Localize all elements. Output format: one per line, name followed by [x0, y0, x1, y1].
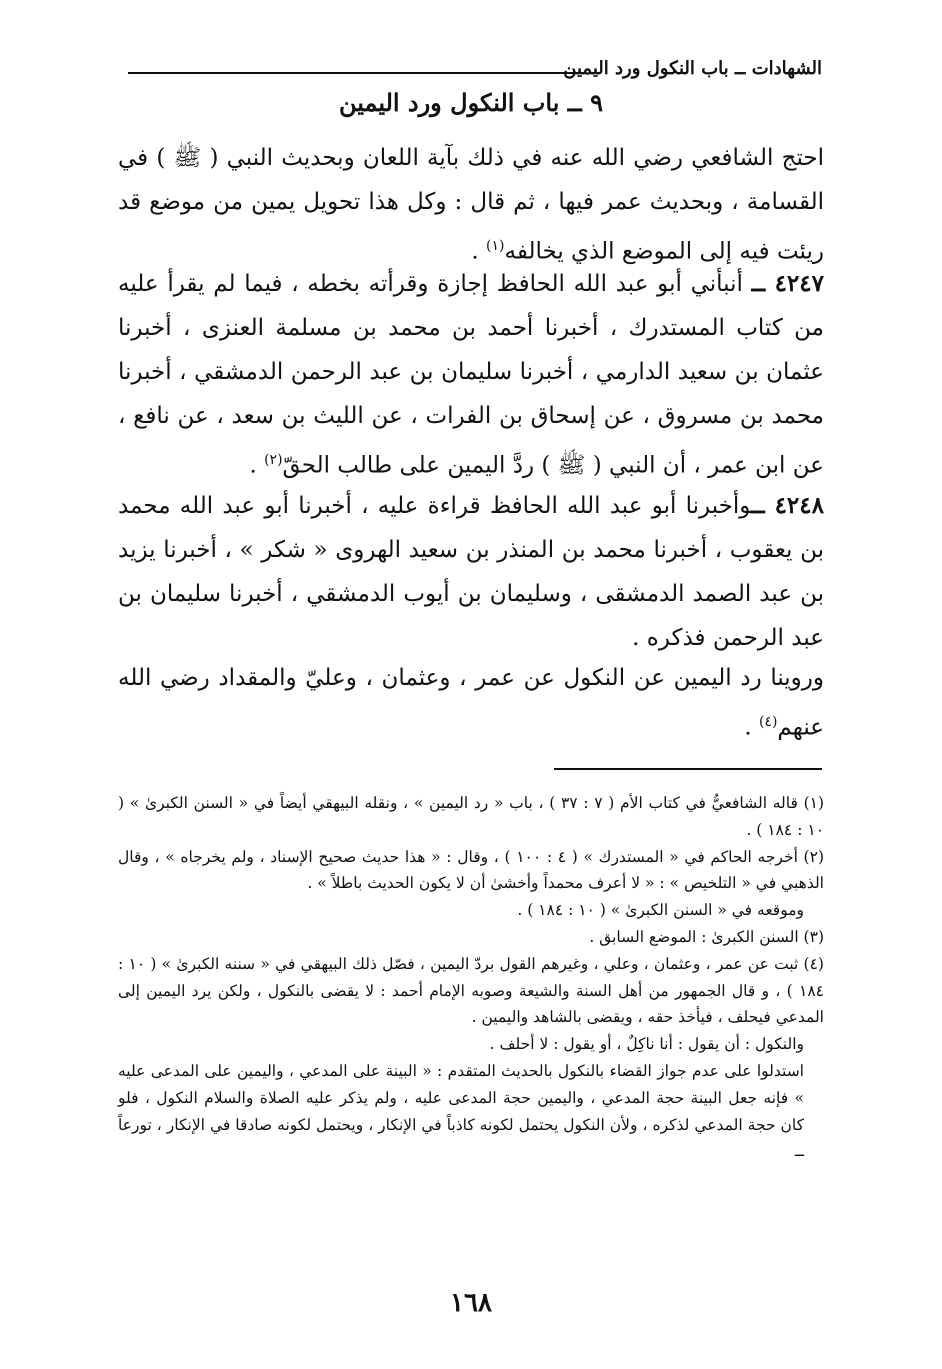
footnote-4-argument: استدلوا على عدم جواز القضاء بالنكول بالحديث المتقدم : « البينة على المدعي ، واليمين على المدعى عليه » فإنه جعل البينة حجة المدعي ، واليمين حجة المدعى عليه ، ولم يذكر عليه الصلاة والسلام النكول ، فلو كان حجة المدعي لذكره ، ولأن النكول يحتمل لكونه كاذباً في الإنكار ، ويحتمل لكونه صادقا في الإنكار ، تورعاً ــ [118, 1061, 804, 1161]
footnote-3: (٣) السنن الكبرىٰ : الموضع السابق . [589, 927, 824, 946]
footnote-4-definition: والنكول : أن يقول : أنا ناكِلٌ ، أو يقول : لا أحلف . [489, 1035, 804, 1054]
chapter-title: ٩ ــ باب النكول ورد اليمين [338, 88, 604, 117]
hadith-text: وأخبرنا أبو عبد الله الحافظ قراءة عليه ، أخبرنا أبو عبد الله محمد بن يعقوب ، أخبرنا محمد بن المنذر بن سعيد الهروى « شكر » ، أخبرنا يزيد بن عبد الصمد الدمشقى ، وسليمان بن أيوب الدمشقي ، أخبرنا سليمان بن عبد الرحمن فذكره . [118, 493, 824, 651]
hadith-text: أنبأني أبو عبد الله الحافظ إجازة وقرأته بخطه ، فيما لم يقرأ عليه من كتاب المستدرك ، أخبرنا أحمد بن محمد بن مسلمة العنزى ، أخبرنا عثمان بن سعيد الدارمي ، أخبرنا سليمان بن عبد الرحمن الدمشقي ، أخبرنا محمد بن مسروق ، عن إسحاق بن الفرات ، عن الليث بن سعد ، عن نافع ، عن ابن عمر ، أن النبي ( ﷺ ) ردَّ اليمين على طالب الحقّ [118, 271, 824, 479]
paragraph-closing [118, 656, 824, 750]
footnote-2-continued: وموقعه في « السنن الكبرىٰ » ( ١٠ : ١٨٤ ) . [517, 901, 804, 920]
hadith-number: ٤٢٤٨ ــ [751, 492, 824, 519]
paragraph-text: وروينا رد اليمين عن النكول عن عمر ، وعثمان ، وعليّ والمقداد رضي الله عنهم [118, 665, 824, 741]
paragraph-intro [118, 136, 824, 274]
hadith-4248 [118, 484, 824, 660]
footnote-1: (١) قاله الشافعيُّ في كتاب الأم ( ٧ : ٣٧ ) ، باب « رد اليمين » ، ونقله البيهقي أيضاً في « السنن الكبرىٰ » ( ١٠ : ١٨٤ ) . [118, 794, 825, 839]
hadith-4247 [118, 262, 824, 488]
footnote-ref: (٤) [758, 714, 778, 730]
page-number: ١٦٨ [450, 1288, 492, 1318]
running-header-title: الشهادات ــ باب النكول ورد اليمين [563, 58, 822, 79]
running-header [120, 58, 822, 84]
paragraph-text: احتج الشافعي رضي الله عنه في ذلك بآية اللعان وبحديث النبي ( ﷺ ) في القسامة ، وبحديث عمر فيها ، ثم قال : وكل هذا تحويل يمين من موضع قد ريئت فيه إلى الموضع الذي يخالفه [118, 145, 824, 265]
hadith-number: ٤٢٤٧ ــ [751, 270, 824, 297]
footnote-4: (٤) ثبت عن عمر ، وعثمان ، وعلي ، وغيرهم القول بردّ اليمين ، فصّل ذلك البيهقي في « سننه الكبرىٰ » ( ١٠ : ١٨٤ ) ، و قال الجمهور من أهل السنة والشيعة وصوبه الإمام أحمد : لا يقضى بالنكول ، ولكن يرد اليمين إلى المدعي فيحلف ، فيأخذ حقه ، ويقضى بالشاهد واليمين . [118, 954, 824, 1027]
paragraph-end: . [744, 714, 759, 741]
footnote-separator [554, 768, 822, 770]
header-rule [128, 72, 582, 74]
paragraph-end: . [471, 238, 487, 265]
footnote-ref: (١) [486, 238, 505, 254]
footnote-2: (٢) أخرجه الحاكم في « المستدرك » ( ٤ : ١٠٠ ) ، وقال : « هذا حديث صحيح الإسناد ، ولم يخرجاه » ، وقال الذهبي في « التلخيص » : « لا أعرف محمداً وأخشىٰ أن لا يكون الحديث باطلاً » . [118, 847, 824, 893]
footnotes [118, 790, 824, 1165]
footnote-ref: (٢) [264, 452, 283, 468]
paragraph-end: . [249, 452, 265, 479]
